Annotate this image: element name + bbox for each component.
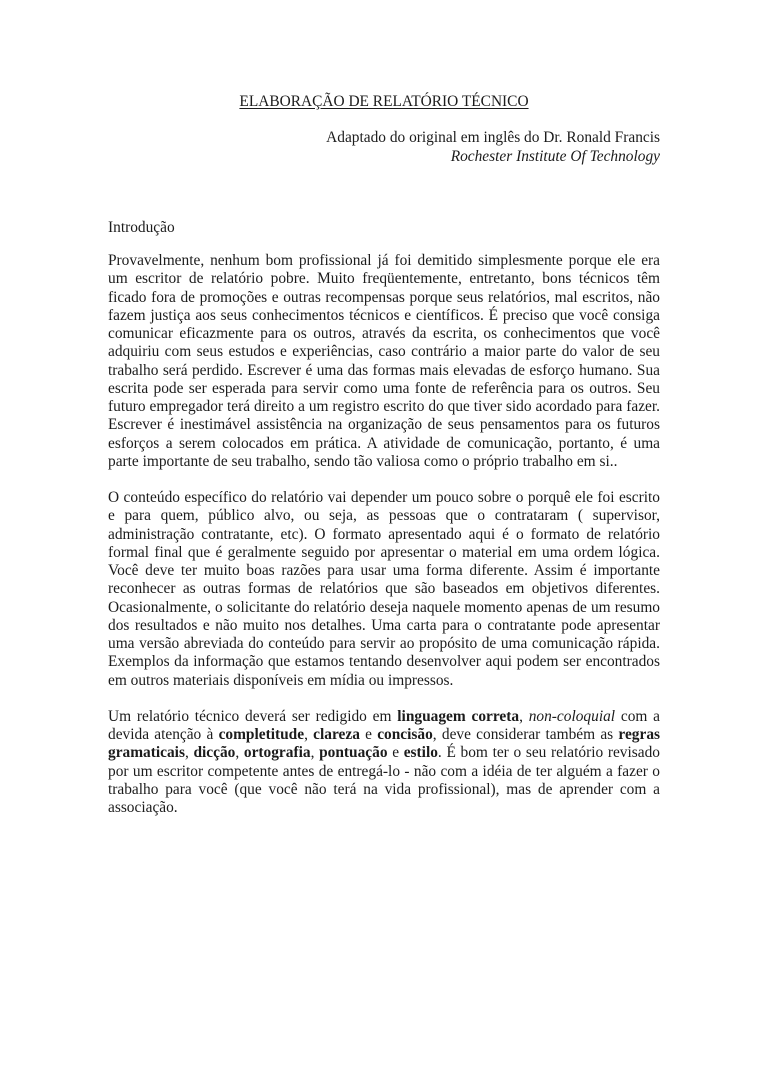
- document-title: ELABORAÇÃO DE RELATÓRIO TÉCNICO: [239, 93, 529, 110]
- text-run-normal: ,: [304, 726, 314, 743]
- byline-institution: Rochester Institute Of Technology: [450, 147, 660, 165]
- text-run-bold: dicção: [193, 744, 236, 762]
- text-run-bold: estilo: [403, 744, 438, 762]
- text-run-normal: . É bom ter o seu relatório revisado por um escritor competente antes de entregá-lo - não com a idéia de ter alguém a fazer o trabalho para você (que você não terá na vida profissional), mas de aprender com a associação.: [108, 744, 660, 816]
- text-run-normal: Um relatório técnico deverá ser redigido em: [108, 707, 398, 725]
- text-run-bold: ortografia: [243, 744, 311, 762]
- text-run-bold: regras gramaticais: [108, 726, 661, 762]
- text-run-normal: ,: [519, 707, 529, 725]
- text-run-normal: e: [387, 744, 404, 762]
- text-run-bold: clareza: [313, 726, 360, 743]
- body-paragraph: [108, 489, 660, 690]
- document-content: [108, 0, 660, 817]
- body-paragraph: [108, 708, 660, 818]
- text-run-normal: e: [359, 726, 378, 743]
- text-run-italic: non-coloquial: [528, 707, 616, 725]
- text-run-normal: com a devida atenção à: [108, 707, 661, 743]
- text-run-bold: concisão: [377, 726, 433, 743]
- text-run-normal: ,: [310, 744, 320, 762]
- body-paragraphs: [108, 252, 660, 817]
- byline-adapted-from: Adaptado do original em inglês do Dr. Ronald Francis: [326, 129, 660, 147]
- section-heading-introducao: Introdução: [108, 218, 175, 236]
- text-run-normal: ,: [184, 744, 194, 762]
- byline-block: [108, 129, 660, 166]
- text-run-normal: Provavelmente, nenhum bom profissional já foi demitido simplesmente porque ele era um escritor de relatório pobre. Muito freqüentemente, entretanto, bons técnicos têm ficado fora de promoções e outras recompensas porque seus relatórios, mal escritos, não fazem justiça aos seus conhecimentos técnicos e científicos. É preciso que você consiga comunicar eficazmente para os outros, através da escrita, os conhecimentos que você adquiriu com seus estudos e experiências, caso contrário a maior parte do valor de seu trabalho será perdido. Escrever é uma das formas mais elevadas de esforço humano. Sua escrita pode ser esperada para servir como uma fonte de referência para os outros. Seu futuro empregador terá direito a um registro escrito do que tiver sido acordado para fazer. Escrever é inestimável assistência na organização de seus pensamentos para os futuros esforços a serem colocados em prática. A atividade de comunicação, portanto, é uma parte importante de seu trabalho, sendo tão valiosa como o próprio trabalho em si..: [108, 252, 660, 470]
- text-run-bold: linguagem correta: [397, 707, 520, 725]
- text-run-normal: , deve considerar também as: [432, 726, 619, 743]
- text-run-bold: pontuação: [319, 744, 388, 762]
- text-run-normal: ,: [235, 744, 244, 762]
- text-run-bold: completitude: [218, 726, 305, 743]
- text-run-normal: O conteúdo específico do relatório vai depender um pouco sobre o porquê ele foi escrito e para quem, público alvo, ou seja, as pessoas que o contrataram ( supervisor, administração contratante, etc). O formato apresentado aqui é o formato de relatório formal final que é geralmente seguido por apresentar o material em uma ordem lógica. Você deve ter muito boas razões para usar uma forma diferente. Assim é importante reconhecer as outras formas de relatórios que são baseados em objetivos diferentes. Ocasionalmente, o solicitante do relatório deseja naquele momento apenas de um resumo dos resultados e não muito nos detalhes. Uma carta para o contratante pode apresentar uma versão abreviada do conteúdo para servir ao propósito de uma comunicação rápida. Exemplos da informação que estamos tentando desenvolver aqui podem ser encontrados em outros materiais disponíveis em mídia ou impressos.: [108, 489, 660, 689]
- body-paragraph: [108, 252, 660, 471]
